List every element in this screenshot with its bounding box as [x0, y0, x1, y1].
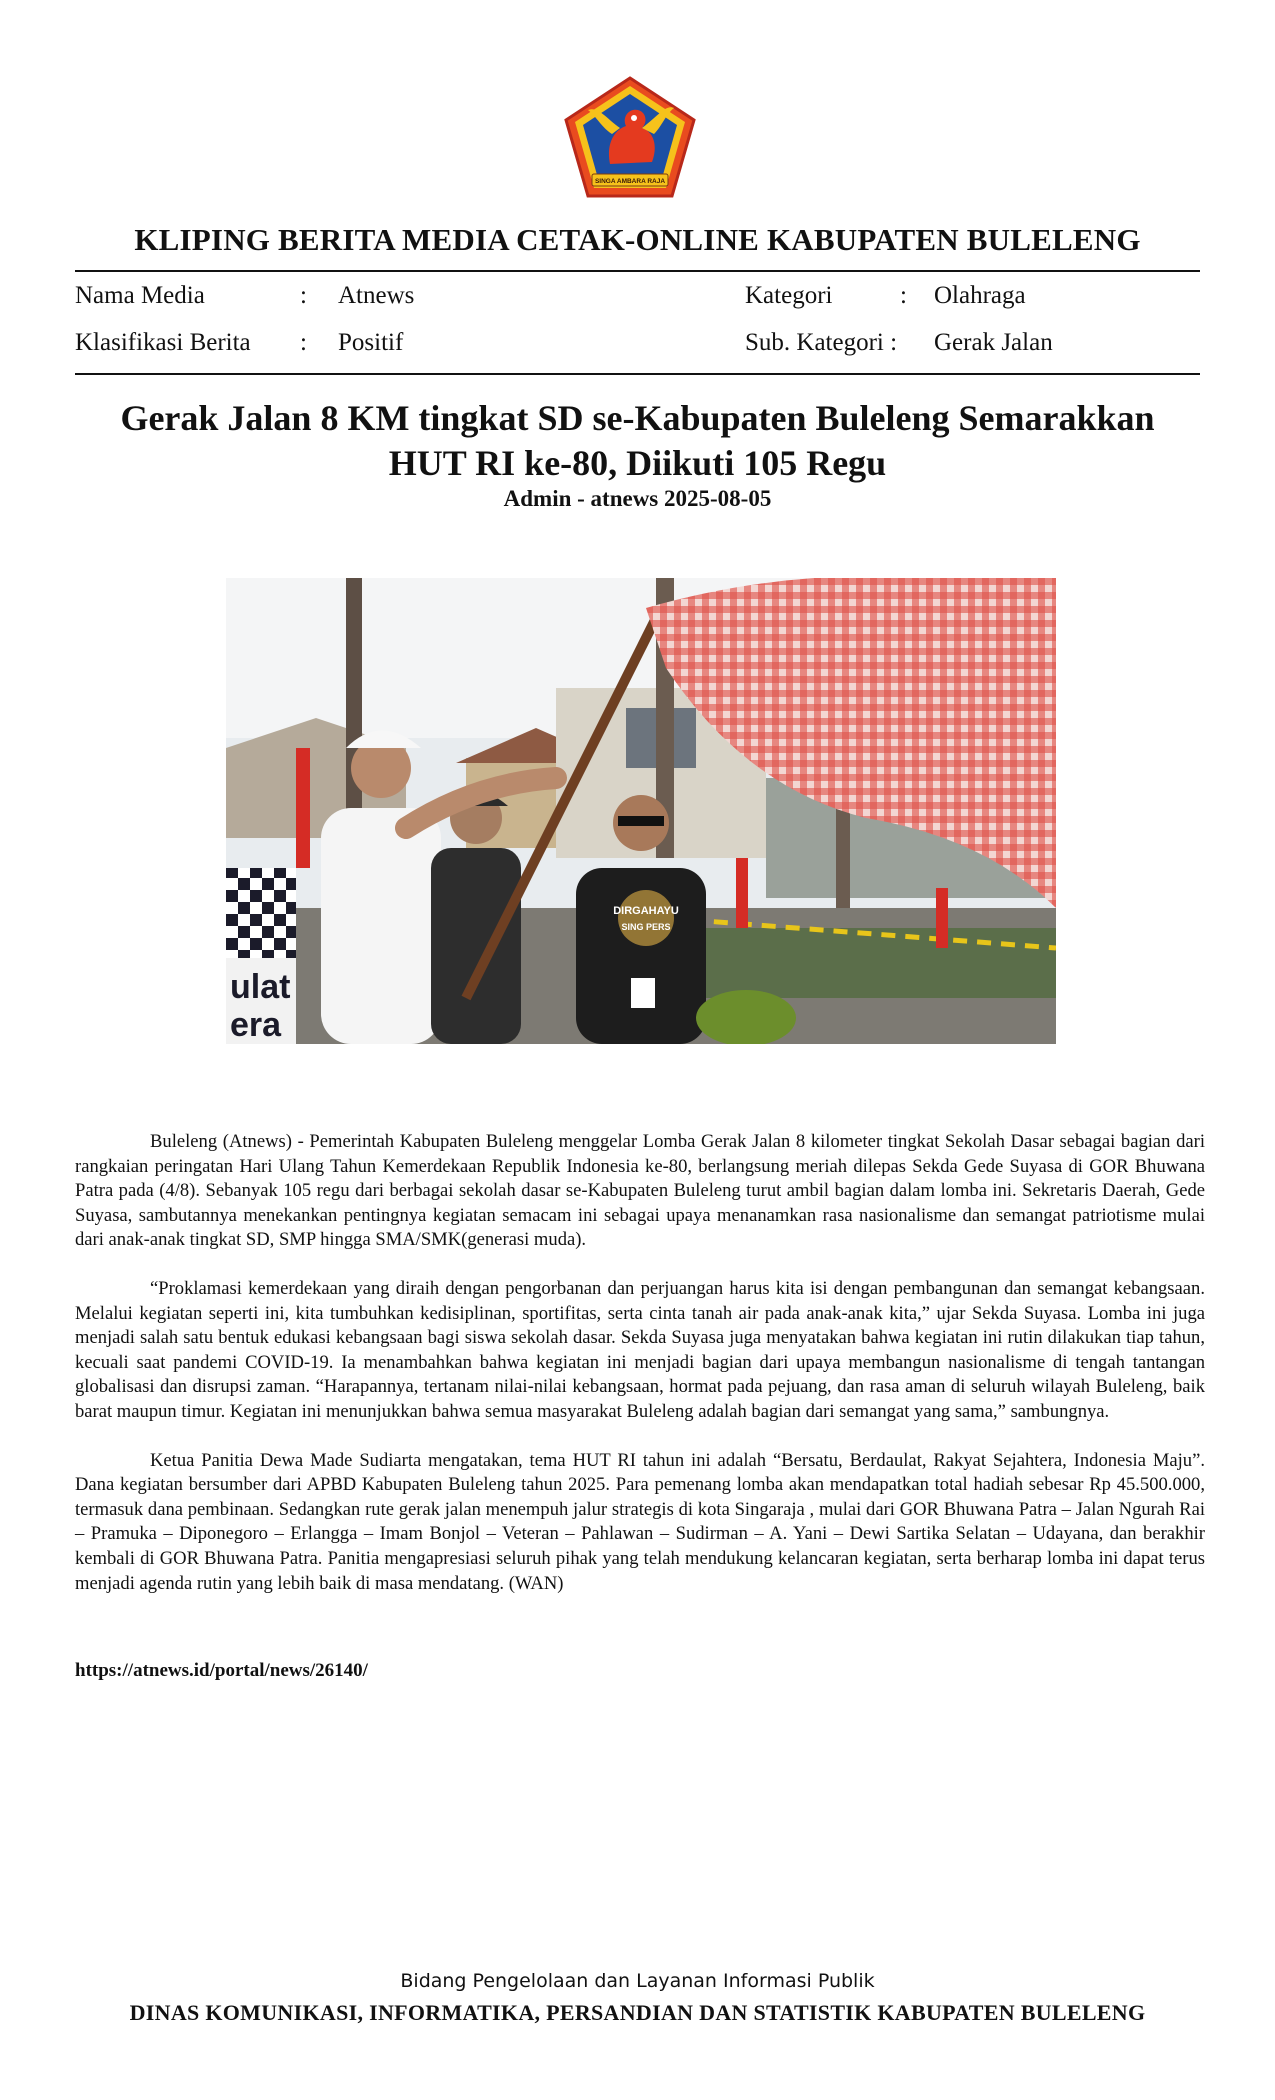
sub-kategori-value: Gerak Jalan: [934, 329, 1053, 356]
headline-line-1: Gerak Jalan 8 KM tingkat SD se-Kabupaten Buleleng Semarakkan: [120, 398, 1155, 438]
article-byline: Admin - atnews 2025-08-05: [503, 486, 772, 511]
footer-agency: DINAS KOMUNIKASI, INFORMATIKA, PERSANDIAN DAN STATISTIK KABUPATEN BULELENG: [129, 2000, 1146, 2025]
klasifikasi-separator: :: [300, 329, 307, 356]
article-photo: [226, 578, 1056, 1044]
buleleng-crest-logo: [562, 74, 698, 202]
svg-text:SING PERS: SING PERS: [621, 922, 671, 932]
header-top-rule: [75, 270, 1200, 272]
nama-media-label: Nama Media: [75, 282, 205, 309]
nama-media-separator: :: [300, 282, 307, 309]
clipping-header-title: KLIPING BERITA MEDIA CETAK-ONLINE KABUPATEN BULELENG: [134, 222, 1141, 257]
svg-text:era: era: [230, 1006, 282, 1044]
klasifikasi-label: Klasifikasi Berita: [75, 329, 251, 356]
svg-text:ulat: ulat: [230, 968, 291, 1006]
crest-motto: SINGA AMBARA RAJA: [594, 178, 666, 185]
nama-media-value: Atnews: [338, 282, 415, 309]
footer-division: Bidang Pengelolaan dan Layanan Informasi Publik: [400, 1970, 875, 1992]
article-source-link[interactable]: https://atnews.id/portal/news/26140/: [75, 1660, 368, 1681]
article-paragraph-1: Buleleng (Atnews) - Pemerintah Kabupaten Buleleng menggelar Lomba Gerak Jalan 8 kilometer tingkat Sekolah Dasar sebagai bagian dari rangkaian peringatan Hari Ulang Tahun Kemerdekaan Republik Indonesia ke-80, berlangsung meriah dilepas Sekda Gede Suyasa di GOR Bhuwana Patra pada (4/8). Sebanyak 105 regu dari berbagai sekolah dasar se-Kabupaten Buleleng turut ambil bagian dalam lomba ini. Sekretaris Daerah, Gede Suyasa, sambutannya menekankan pentingnya kegiatan semacam ini sebagai upaya menanamkan rasa nasionalisme dan semangat patriotisme mulai dari anak-anak tingkat SD, SMP hingga SMA/SMK(generasi muda).: [75, 1131, 1205, 1251]
klasifikasi-value: Positif: [338, 329, 404, 356]
headline-line-2: HUT RI ke-80, Diikuti 105 Regu: [388, 443, 887, 483]
kategori-label: Kategori: [745, 282, 833, 309]
kategori-value: Olahraga: [934, 282, 1026, 309]
svg-text:DIRGAHAYU: DIRGAHAYU: [613, 905, 679, 917]
sub-kategori-label: Sub. Kategori :: [745, 329, 898, 356]
kategori-separator: :: [900, 282, 907, 309]
article-headline: [0, 396, 1275, 486]
header-bottom-rule: [75, 373, 1200, 375]
article-paragraph-2: “Proklamasi kemerdekaan yang diraih dengan pengorbanan dan perjuangan harus kita isi dengan pembangunan dan semangat kebangsaan. Melalui kegiatan seperti ini, kita tumbuhkan kedisiplinan, sportifitas, serta cinta tanah air pada anak-anak kita,” ujar Sekda Suyasa. Lomba ini juga menjadi salah satu bentuk edukasi kebangsaan bagi siswa sekolah dasar. Sekda Suyasa juga menyatakan bahwa kegiatan ini rutin dilakukan tiap tahun, kecuali saat pandemi COVID-19. Ia menambahkan bahwa kegiatan ini menjadi bagian dari upaya membangun nasionalisme di tengah tantangan globalisasi dan disrupsi zaman. “Harapannya, tertanam nilai-nilai kebangsaan, hormat pada pejuang, dan rasa aman di seluruh wilayah Buleleng, baik barat maupun timur. Kegiatan ini menunjukkan bahwa semua masyarakat Buleleng adalah bagian dari semangat yang sama,” sambungnya.: [75, 1277, 1205, 1422]
article-body: [75, 1130, 1205, 1620]
article-paragraph-3: Ketua Panitia Dewa Made Sudiarta mengatakan, tema HUT RI tahun ini adalah “Bersatu, Berdaulat, Rakyat Sejahtera, Indonesia Maju”. Dana kegiatan bersumber dari APBD Kabupaten Buleleng tahun 2025. Para pemenang lomba akan mendapatkan total hadiah sebesar Rp 45.500.000, termasuk dana pembinaan. Sedangkan rute gerak jalan menempuh jalur strategis di kota Singaraja , mulai dari GOR Bhuwana Patra – Jalan Ngurah Rai – Pramuka – Diponegoro – Erlangga – Imam Bonjol – Veteran – Pahlawan – Sudirman – A. Yani – Dewi Sartika Selatan – Udayana, dan berakhir kembali di GOR Bhuwana Patra. Panitia mengapresiasi seluruh pihak yang telah mendukung kelancaran kegiatan, serta berharap lomba ini dapat terus menjadi agenda rutin yang lebih baik di masa mendatang. (WAN): [75, 1449, 1205, 1594]
